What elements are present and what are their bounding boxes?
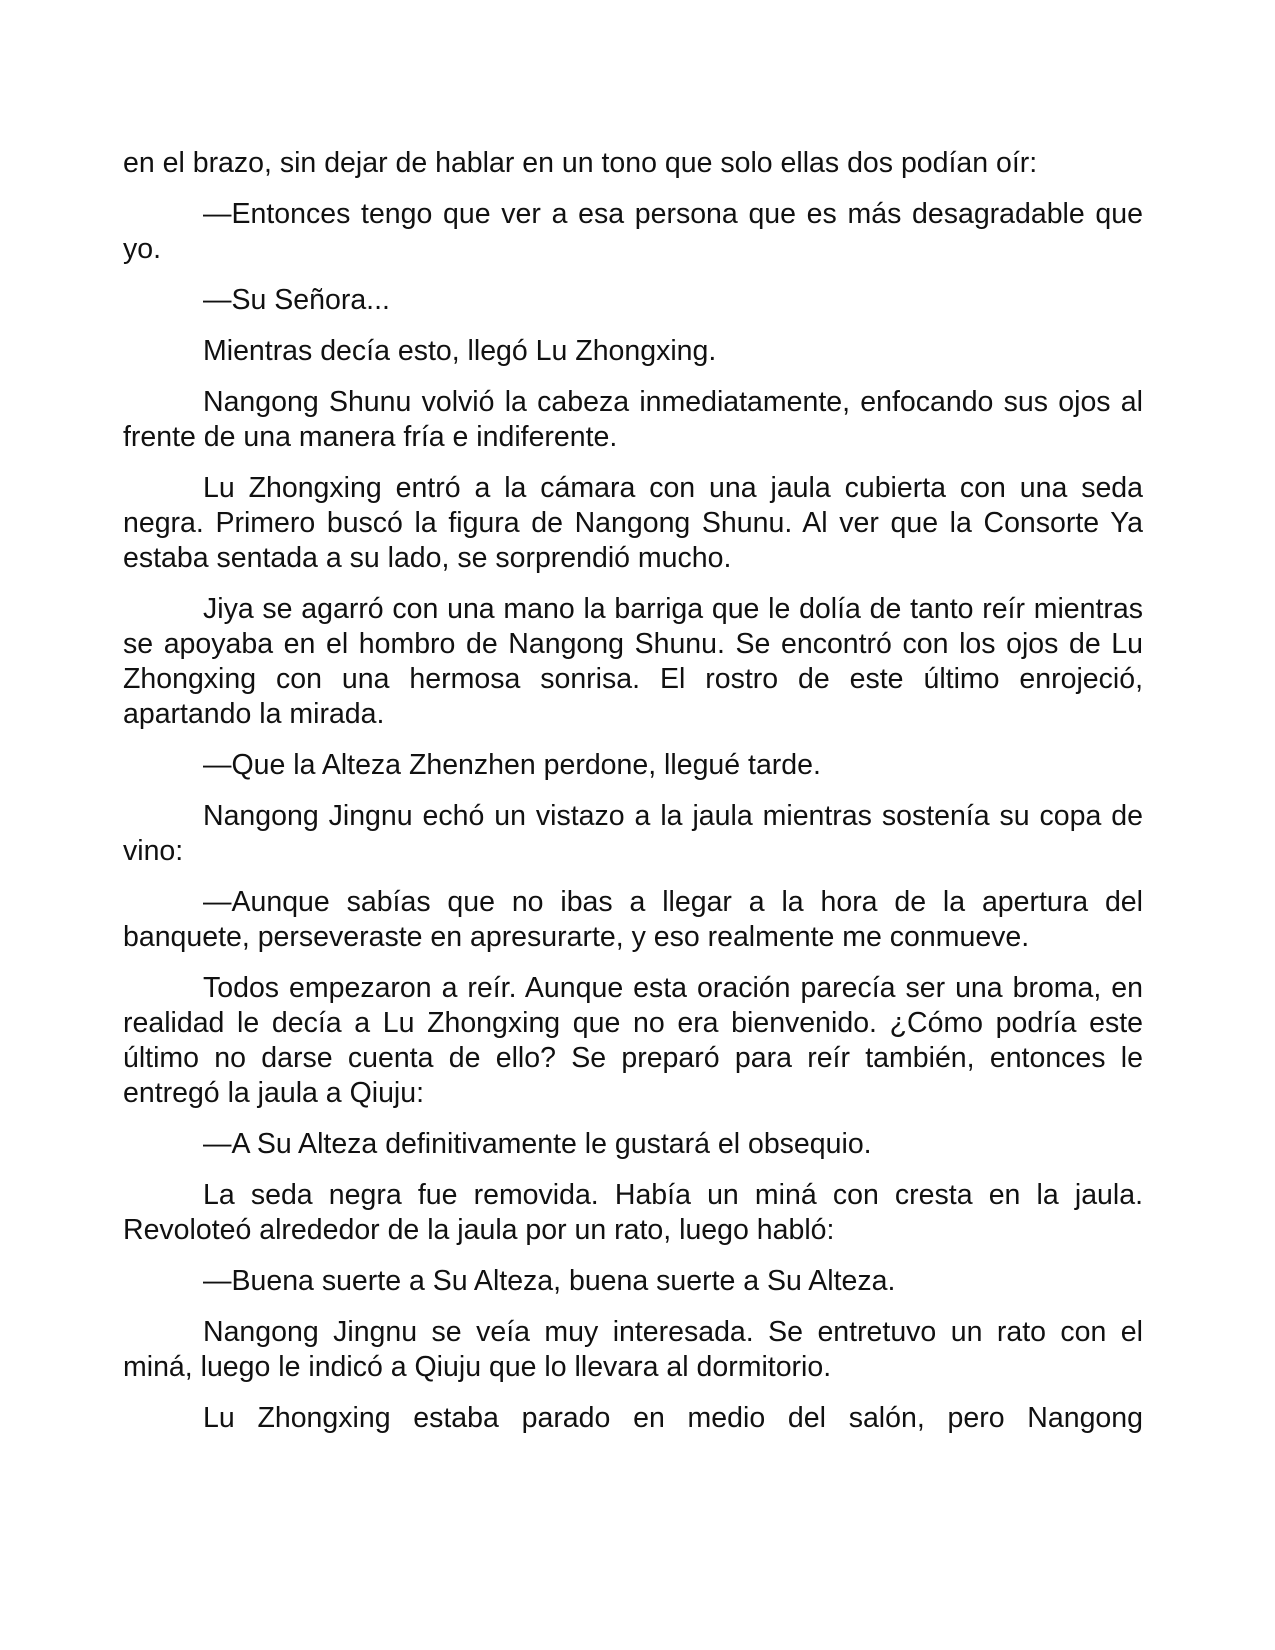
paragraph: —Entonces tengo que ver a esa persona que es más desagradable que yo. [123,198,1143,265]
paragraph: Lu Zhongxing entró a la cámara con una jaula cubierta con una seda negra. Primero buscó la figura de Nangong Shunu. Al ver que la Consorte Ya estaba sentada a su lado, se sorprendió mucho. [123,472,1143,574]
paragraph: —Su Señora... [203,284,390,316]
paragraph: —Aunque sabías que no ibas a llegar a la hora de la apertura del banquete, perseveraste en apresurarte, y eso realmente me conmueve. [123,886,1143,953]
paragraph: —Que la Alteza Zhenzhen perdone, llegué tarde. [203,749,821,781]
paragraph: Todos empezaron a reír. Aunque esta oración parecía ser una broma, en realidad le decía a Lu Zhongxing que no era bienvenido. ¿Cómo podría este último no darse cuenta de ello? Se preparó para reír también, entonces le entregó la jaula a Qiuju: [123,972,1143,1109]
paragraph-continuation: en el brazo, sin dejar de hablar en un tono que solo ellas dos podían oír: [123,147,1038,179]
paragraph: Nangong Shunu volvió la cabeza inmediatamente, enfocando sus ojos al frente de una manera fría e indiferente. [123,386,1143,453]
paragraph: Mientras decía esto, llegó Lu Zhongxing. [203,335,717,367]
paragraph: Jiya se agarró con una mano la barriga que le dolía de tanto reír mientras se apoyaba en el hombro de Nangong Shunu. Se encontró con los ojos de Lu Zhongxing con una hermosa sonrisa. El rostro de este último enrojeció, apartando la mirada. [123,593,1143,730]
paragraph: La seda negra fue removida. Había un miná con cresta en la jaula. Revoloteó alrededor de la jaula por un rato, luego habló: [123,1179,1143,1246]
paragraph: Nangong Jingnu se veía muy interesada. Se entretuvo un rato con el miná, luego le indicó a Qiuju que lo llevara al dormitorio. [123,1316,1143,1383]
paragraph: Nangong Jingnu echó un vistazo a la jaula mientras sostenía su copa de vino: [123,800,1143,867]
body-text [123,146,1143,1436]
paragraph: —Buena suerte a Su Alteza, buena suerte a Su Alteza. [203,1265,896,1297]
paragraph-truncated: Lu Zhongxing estaba parado en medio del salón, pero Nangong [203,1402,1143,1434]
paragraph: —A Su Alteza definitivamente le gustará el obsequio. [203,1128,872,1160]
